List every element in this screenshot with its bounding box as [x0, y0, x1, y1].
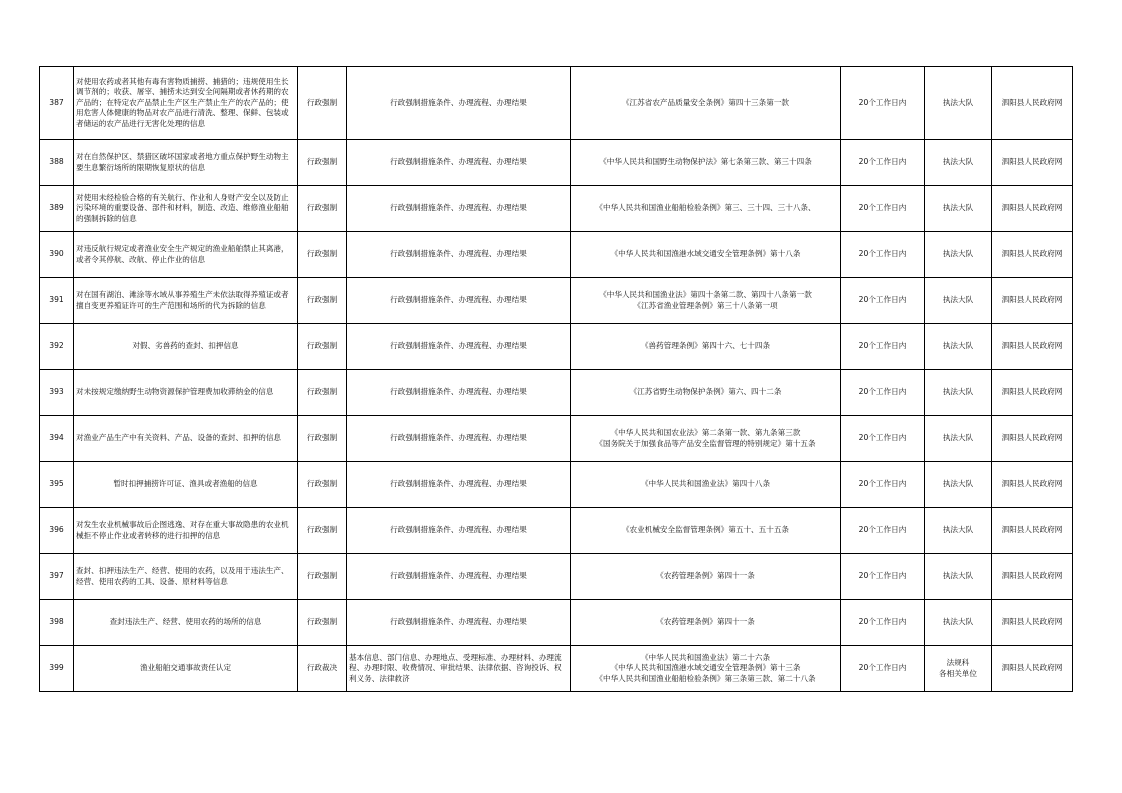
row-number: 392 [40, 324, 74, 370]
responsible-dept [925, 462, 992, 508]
responsible-dept-line: 执法大队 [942, 295, 974, 305]
category: 行政强制 [298, 370, 347, 416]
category: 行政强制 [298, 278, 347, 324]
category: 行政强制 [298, 416, 347, 462]
responsible-dept [925, 140, 992, 186]
responsible-dept-line: 法规科 [946, 657, 970, 667]
legal-basis [571, 186, 841, 232]
time-limit: 20个工作日内 [841, 462, 925, 508]
responsible-dept [925, 186, 992, 232]
time-limit: 20个工作日内 [841, 232, 925, 278]
table-row [40, 140, 1073, 186]
legal-basis-line: 《江苏省野生动物保护条例》第六、四十二条 [629, 387, 782, 397]
legal-basis [571, 554, 841, 600]
publish-channel: 泗阳县人民政府网 [992, 462, 1073, 508]
responsible-dept [925, 278, 992, 324]
table-row [40, 232, 1073, 278]
legal-basis-line: 《中华人民共和国渔业法》第四十八条 [640, 479, 771, 489]
publish-channel: 泗阳县人民政府网 [992, 646, 1073, 692]
legal-basis [571, 508, 841, 554]
legal-basis-line: 《江苏省渔业管理条例》第三十八条第一项 [633, 300, 778, 310]
responsible-dept-line: 执法大队 [942, 341, 974, 351]
time-limit: 20个工作日内 [841, 646, 925, 692]
publish-channel: 泗阳县人民政府网 [992, 508, 1073, 554]
responsible-dept-line: 执法大队 [942, 387, 974, 397]
item-name: 对渔业产品生产中有关资料、产品、设备的查封、扣押的信息 [74, 416, 298, 462]
disclosure-content: 行政强制措施条件、办理流程、办理结果 [347, 508, 571, 554]
legal-basis-line: 《农药管理条例》第四十一条 [656, 571, 755, 581]
row-number: 396 [40, 508, 74, 554]
legal-basis [571, 646, 841, 692]
table-row [40, 646, 1073, 692]
item-name: 暂时扣押捕捞许可证、渔具或者渔船的信息 [74, 462, 298, 508]
responsible-dept [925, 646, 992, 692]
legal-basis [571, 462, 841, 508]
disclosure-content: 行政强制措施条件、办理流程、办理结果 [347, 232, 571, 278]
time-limit: 20个工作日内 [841, 508, 925, 554]
table-row [40, 67, 1073, 140]
responsible-dept [925, 324, 992, 370]
responsible-dept-line: 执法大队 [942, 157, 974, 167]
disclosure-content: 行政强制措施条件、办理流程、办理结果 [347, 140, 571, 186]
publish-channel: 泗阳县人民政府网 [992, 67, 1073, 140]
item-name: 对在自然保护区、禁猎区破坏国家或者地方重点保护野生动物主要生息繁衍场所的限期恢复原状的信息 [74, 140, 298, 186]
time-limit: 20个工作日内 [841, 554, 925, 600]
legal-basis-line: 《中华人民共和国渔业船舶检验条例》第三条第三款、第二十八条 [595, 673, 816, 683]
legal-basis-line: 《中华人民共和国农业法》第二条第一款、第九条第三款 [610, 427, 801, 437]
time-limit: 20个工作日内 [841, 186, 925, 232]
category: 行政强制 [298, 600, 347, 646]
table-row [40, 278, 1073, 324]
responsible-dept [925, 370, 992, 416]
legal-basis-line: 《农药管理条例》第四十一条 [656, 617, 755, 627]
publish-channel: 泗阳县人民政府网 [992, 186, 1073, 232]
row-number: 394 [40, 416, 74, 462]
legal-basis-line: 《国务院关于加强食品等产品安全监督管理的特别规定》第十五条 [595, 438, 816, 448]
time-limit: 20个工作日内 [841, 324, 925, 370]
legal-basis-line: 《中华人民共和国渔业法》第二十六条 [640, 652, 771, 662]
row-number: 397 [40, 554, 74, 600]
responsible-dept-line: 执法大队 [942, 617, 974, 627]
responsible-dept [925, 67, 992, 140]
item-name: 查封、扣押违法生产、经营、使用的农药，以及用于违法生产、经营、使用农药的工具、设备、原材料等信息 [74, 554, 298, 600]
disclosure-content: 行政强制措施条件、办理流程、办理结果 [347, 600, 571, 646]
table-body [40, 67, 1073, 692]
legal-basis [571, 324, 841, 370]
table-row [40, 416, 1073, 462]
item-name: 查封违法生产、经营、使用农药的场所的信息 [74, 600, 298, 646]
category: 行政强制 [298, 186, 347, 232]
row-number: 390 [40, 232, 74, 278]
disclosure-content: 行政强制措施条件、办理流程、办理结果 [347, 416, 571, 462]
legal-basis-line: 《江苏省农产品质量安全条例》第四十三条第一款 [621, 97, 790, 107]
publish-channel: 泗阳县人民政府网 [992, 324, 1073, 370]
disclosure-content: 行政强制措施条件、办理流程、办理结果 [347, 554, 571, 600]
disclosure-table [39, 66, 1073, 692]
legal-basis-line: 《中华人民共和国渔港水域交通安全管理条例》第十八条 [610, 249, 801, 259]
item-name: 对违反航行规定或者渔业安全生产规定的渔业船舶禁止其离港，或者令其停航、改航、停止作业的信息 [74, 232, 298, 278]
table-row [40, 370, 1073, 416]
legal-basis [571, 140, 841, 186]
row-number: 391 [40, 278, 74, 324]
row-number: 398 [40, 600, 74, 646]
responsible-dept-line: 执法大队 [942, 203, 974, 213]
responsible-dept-line: 执法大队 [942, 525, 974, 535]
responsible-dept [925, 232, 992, 278]
item-name: 对使用农药或者其他有毒有害物质捕捞、捕猎的；违规使用生长调节剂的；收获、屠宰、捕捞未达到安全间隔期或者休药期的农产品的；在特定农产品禁止生产区生产禁止生产的农产品的；使用危害人体健康的物品对农产品进行清洗、整理、保鲜、包装或者储运的农产品进行无害化处理的信息 [74, 67, 298, 140]
time-limit: 20个工作日内 [841, 416, 925, 462]
category: 行政强制 [298, 324, 347, 370]
legal-basis-line: 《中华人民共和国渔业法》第四十条第二款、第四十八条第一款 [599, 289, 812, 299]
legal-basis [571, 416, 841, 462]
table-row [40, 324, 1073, 370]
legal-basis [571, 278, 841, 324]
row-number: 388 [40, 140, 74, 186]
responsible-dept-line: 执法大队 [942, 249, 974, 259]
row-number: 395 [40, 462, 74, 508]
publish-channel: 泗阳县人民政府网 [992, 370, 1073, 416]
item-name: 对在国有湖泊、滩涂等水域从事养殖生产未依法取得养殖证或者擅自变更养殖证许可的生产范围和场所的代为拆除的信息 [74, 278, 298, 324]
time-limit: 20个工作日内 [841, 278, 925, 324]
time-limit: 20个工作日内 [841, 600, 925, 646]
responsible-dept-line: 各相关单位 [939, 668, 977, 678]
table-row [40, 186, 1073, 232]
responsible-dept-line: 执法大队 [942, 433, 974, 443]
time-limit: 20个工作日内 [841, 140, 925, 186]
category: 行政强制 [298, 554, 347, 600]
publish-channel: 泗阳县人民政府网 [992, 278, 1073, 324]
disclosure-content: 行政强制措施条件、办理流程、办理结果 [347, 462, 571, 508]
category: 行政强制 [298, 462, 347, 508]
row-number: 387 [40, 67, 74, 140]
table-row [40, 462, 1073, 508]
legal-basis-line: 《兽药管理条例》第四十六、七十四条 [640, 341, 771, 351]
row-number: 393 [40, 370, 74, 416]
item-name: 对使用未经检验合格的有关航行、作业和人身财产安全以及防止污染环境的重要设备、部件和材料，制造、改造、维修渔业船舶的强制拆除的信息 [74, 186, 298, 232]
row-number: 389 [40, 186, 74, 232]
table-row [40, 600, 1073, 646]
item-name: 对未按规定缴纳野生动物资源保护管理费加收滞纳金的信息 [74, 370, 298, 416]
legal-basis [571, 370, 841, 416]
disclosure-content: 行政强制措施条件、办理流程、办理结果 [347, 324, 571, 370]
publish-channel: 泗阳县人民政府网 [992, 600, 1073, 646]
category: 行政强制 [298, 140, 347, 186]
disclosure-content: 基本信息、部门信息、办理地点、受理标准、办理材料、办理流程、办理时限、收费情况、审批结果、法律依据、咨询投诉、权利义务、法律救济 [347, 646, 571, 692]
legal-basis-line: 《中华人民共和国野生动物保护法》第七条第三款、第三十四条 [599, 157, 812, 167]
responsible-dept [925, 554, 992, 600]
disclosure-content: 行政强制措施条件、办理流程、办理结果 [347, 186, 571, 232]
time-limit: 20个工作日内 [841, 370, 925, 416]
item-name: 对假、劣兽药的查封、扣押信息 [74, 324, 298, 370]
category: 行政强制 [298, 508, 347, 554]
category: 行政裁决 [298, 646, 347, 692]
table-row [40, 554, 1073, 600]
responsible-dept [925, 600, 992, 646]
publish-channel: 泗阳县人民政府网 [992, 554, 1073, 600]
disclosure-content: 行政强制措施条件、办理流程、办理结果 [347, 67, 571, 140]
row-number: 399 [40, 646, 74, 692]
responsible-dept-line: 执法大队 [942, 479, 974, 489]
responsible-dept [925, 416, 992, 462]
publish-channel: 泗阳县人民政府网 [992, 416, 1073, 462]
category: 行政强制 [298, 232, 347, 278]
legal-basis-line: 《农业机械安全监督管理条例》第五十、五十五条 [621, 525, 790, 535]
legal-basis [571, 600, 841, 646]
item-name: 渔业船舶交通事故责任认定 [74, 646, 298, 692]
legal-basis [571, 67, 841, 140]
responsible-dept [925, 508, 992, 554]
legal-basis [571, 232, 841, 278]
time-limit: 20个工作日内 [841, 67, 925, 140]
disclosure-content: 行政强制措施条件、办理流程、办理结果 [347, 278, 571, 324]
category: 行政强制 [298, 67, 347, 140]
publish-channel: 泗阳县人民政府网 [992, 232, 1073, 278]
legal-basis-line: 《中华人民共和国渔业船舶检验条例》第三、三十四、三十八条、 [595, 203, 816, 213]
item-name: 对发生农业机械事故后企图逃逸、对存在重大事故隐患的农业机械拒不停止作业或者转移的进行扣押的信息 [74, 508, 298, 554]
legal-basis-line: 《中华人民共和国渔港水域交通安全管理条例》第十三条 [610, 663, 801, 673]
table-row [40, 508, 1073, 554]
responsible-dept-line: 执法大队 [942, 571, 974, 581]
disclosure-content: 行政强制措施条件、办理流程、办理结果 [347, 370, 571, 416]
responsible-dept-line: 执法大队 [942, 97, 974, 107]
publish-channel: 泗阳县人民政府网 [992, 140, 1073, 186]
